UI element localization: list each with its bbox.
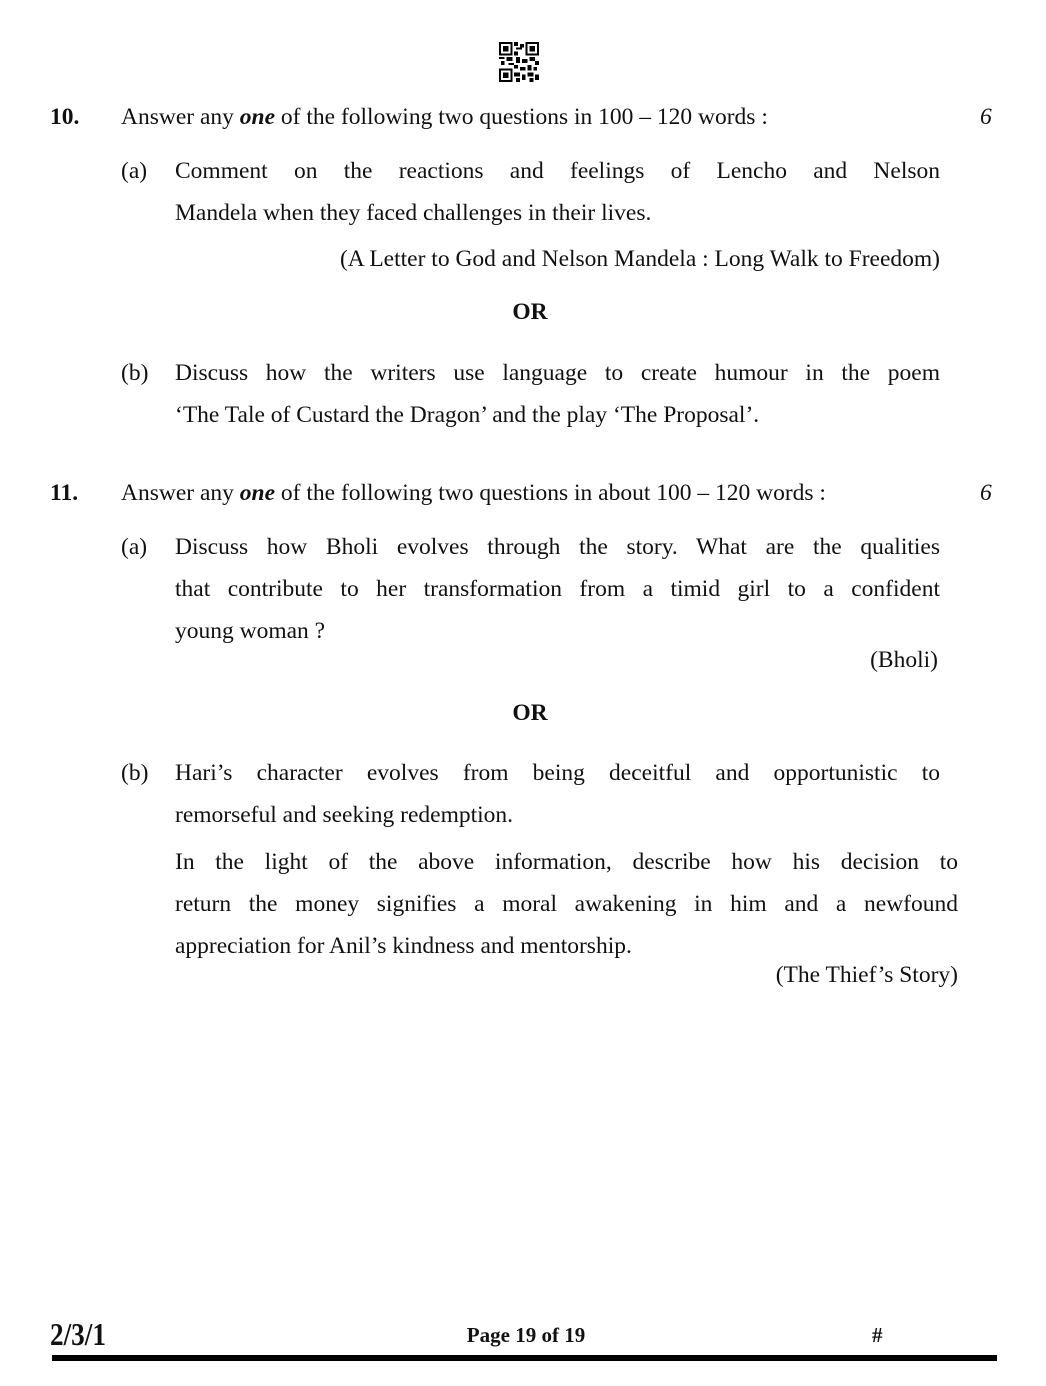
option-text-line: Discuss how Bholi evolves through the story. What are the qualities — [175, 534, 940, 560]
option-text-line: Discuss how the writers use language to create humour in the poem — [175, 360, 940, 386]
question-10-marks: 6 — [980, 104, 992, 130]
or-separator: OR — [512, 700, 548, 726]
option-source: (A Letter to God and Nelson Mandela : Long Walk to Freedom) — [339, 246, 940, 272]
option-text-line: Comment on the reactions and feelings of Lencho and Nelson — [175, 158, 940, 184]
instruction-emphasis: one — [239, 104, 276, 130]
option-text-line: appreciation for Anil’s kindness and mentorship. — [175, 933, 632, 959]
option-text-line: remorseful and seeking redemption. — [175, 802, 514, 828]
option-source: (The Thief’s Story) — [775, 962, 958, 988]
instruction-text: of the following two questions in 100 – 120 words : — [275, 104, 768, 130]
qr-code — [499, 42, 539, 82]
option-label-a: (a) — [121, 534, 148, 560]
option-text-line: Mandela when they faced challenges in their lives. — [175, 200, 652, 226]
or-separator: OR — [512, 299, 548, 325]
instruction-emphasis: one — [239, 480, 276, 506]
option-text-line: In the light of the above information, describe how his decision to — [175, 849, 958, 875]
instruction-text: Answer any — [121, 104, 240, 130]
question-10-instruction — [121, 103, 768, 131]
question-number-10: 10. — [50, 104, 80, 130]
question-11-marks: 6 — [980, 480, 992, 506]
option-text-line: Hari’s character evolves from being deceitful and opportunistic to — [175, 760, 940, 786]
question-11-instruction — [121, 479, 826, 507]
option-label-a: (a) — [121, 158, 148, 184]
footer-rule — [52, 1355, 997, 1361]
option-text-line: that contribute to her transformation from a timid girl to a confident — [175, 576, 940, 602]
option-label-b: (b) — [121, 760, 149, 786]
option-label-b: (b) — [121, 360, 149, 386]
option-text-line: ‘The Tale of Custard the Dragon’ and the play ‘The Proposal’. — [175, 402, 760, 428]
option-text-line: young woman ? — [175, 618, 326, 644]
option-source: (Bholi) — [870, 647, 938, 673]
instruction-text: Answer any — [121, 480, 240, 506]
paper-code: 2/3/1 — [50, 1316, 106, 1352]
question-number-11: 11. — [50, 480, 79, 506]
instruction-text: of the following two questions in about 100 – 120 words : — [275, 480, 826, 506]
hash-mark: # — [872, 1323, 883, 1347]
page-number: Page 19 of 19 — [466, 1323, 586, 1347]
option-text-line: return the money signifies a moral awakening in him and a newfound — [175, 891, 958, 917]
